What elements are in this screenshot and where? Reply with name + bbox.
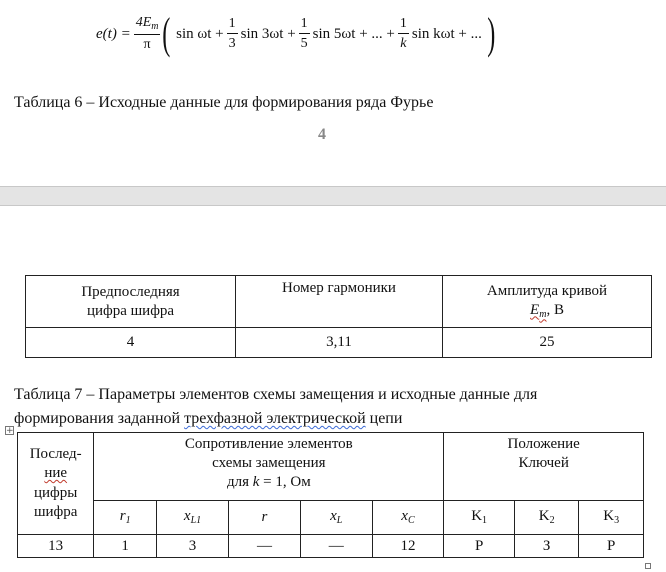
table7-cell-k2[interactable]: З [514,535,579,558]
table7-subheader-k1[interactable]: $K_1$ [444,501,515,535]
document-page-top [0,0,666,186]
table7-cell-k3[interactable]: Р [579,535,644,558]
table6-cell-harmonic[interactable]: 3,11 [236,328,443,358]
document-page-bottom [0,206,666,572]
formula-term-2: sin 3ωt + [240,25,296,42]
table7-subheader-xl1[interactable]: $x_{L1}$ [156,501,228,535]
table6-header-amplitude[interactable]: Амплитуда кривой $E_m$, В [442,276,651,328]
right-paren: ) [487,9,496,58]
table7-subheader-r1[interactable]: $r_1$ [94,501,157,535]
table7-caption-line2: формирования заданной трехфазной электрической цепи [14,410,403,427]
page-break [0,186,666,206]
table7-cell-xc[interactable]: 12 [372,535,444,558]
table6-cell-amplitude[interactable]: 25 [442,328,651,358]
page-number: 4 [318,126,326,143]
formula-coefficient: $\frac{4E_m}{\pi}$ [135,15,159,52]
table7-subheader-xc[interactable]: $x_C$ [372,501,444,535]
table7-cell-r1[interactable]: 1 [94,535,157,558]
table-resize-handle[interactable] [645,563,651,569]
table7-cell-digits[interactable]: 13 [18,535,94,558]
table7-subheader-k2[interactable]: $K_2$ [514,501,579,535]
formula-frac-1: $\frac{1}{3}$ [228,16,236,51]
table6-cell-digit[interactable]: 4 [26,328,236,358]
formula-term-1: sin ωt + [176,25,224,42]
table7-caption-line1: Таблица 7 – Параметры элементов схемы замещения и исходные данные для [14,386,538,403]
table6-header-digit[interactable]: Предпоследняя цифра шифра [26,276,236,328]
table-move-handle[interactable]: + [6,426,14,436]
formula-frac-2: $\frac{1}{5}$ [300,16,308,51]
table7-header-digits[interactable]: Послед- ние цифры шифра [18,433,94,535]
fourier-formula [96,10,495,58]
formula-frac-3: $\frac{1}{k}$ [399,16,407,51]
table7-subheader-k3[interactable]: $K_3$ [579,501,644,535]
table7 [17,432,644,558]
formula-tail: sin kωt + ... [411,25,482,42]
formula-term-3: sin 5ωt + ... + [312,25,395,42]
formula-lhs: e(t) = [96,25,131,42]
table6 [25,275,652,358]
table7-subheader-r[interactable]: r [229,501,301,535]
table7-subheader-xl[interactable]: $x_L$ [300,501,372,535]
table7-cell-r[interactable]: — [229,535,301,558]
table6-header-harmonic[interactable]: Номер гармоники [236,276,443,328]
table7-cell-k1[interactable]: Р [444,535,515,558]
table7-cell-xl[interactable]: — [300,535,372,558]
table7-header-keys[interactable]: Положение Ключей [444,433,644,501]
table6-caption: Таблица 6 – Исходные данные для формирования ряда Фурье [14,94,434,111]
table7-header-resistance[interactable]: Сопротивление элементов схемы замещения для k = 1, Ом [94,433,444,501]
table7-cell-xl1[interactable]: 3 [156,535,228,558]
left-paren: ( [162,9,171,58]
